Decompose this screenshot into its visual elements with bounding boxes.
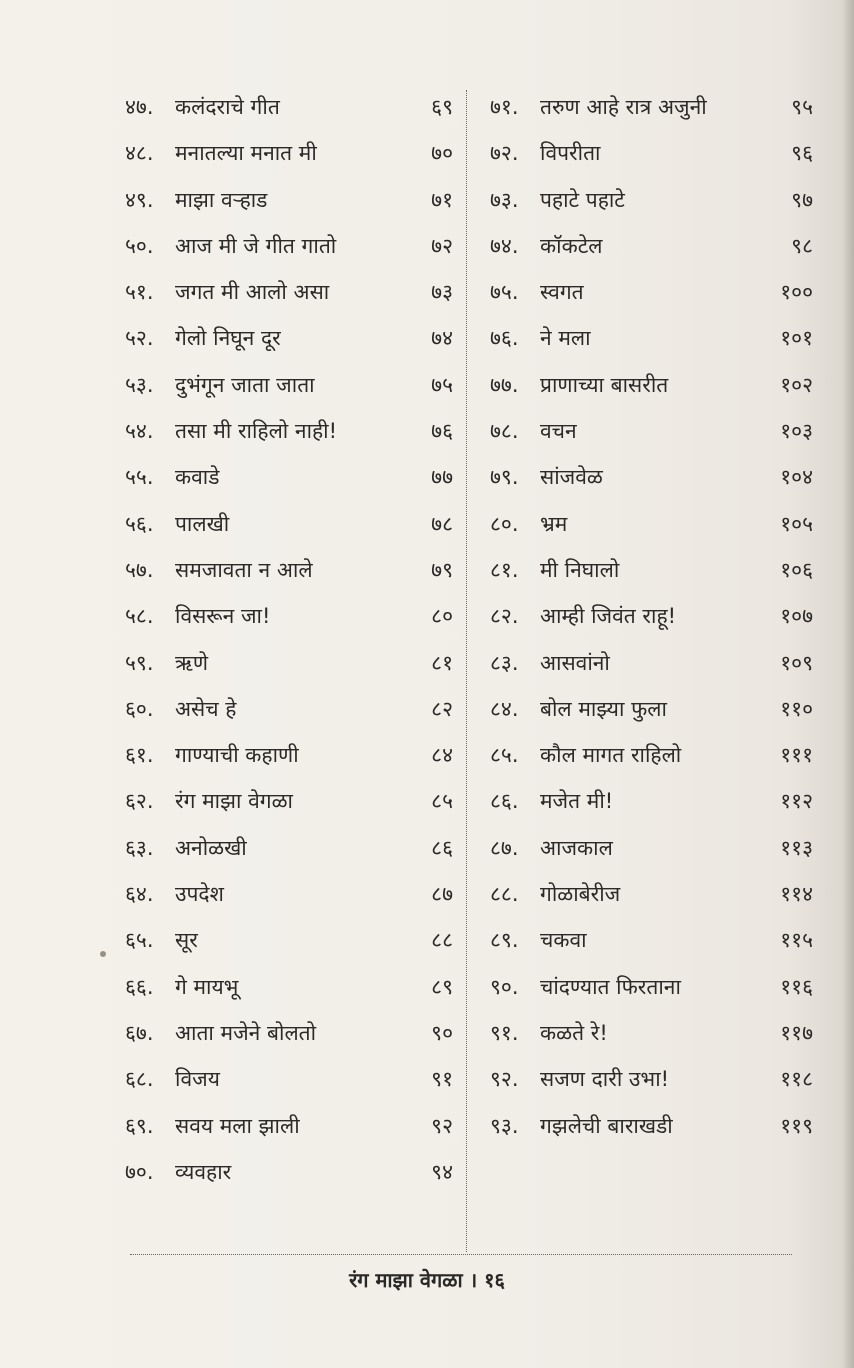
entry-number: ७८. [490,419,519,444]
entry-page-number: ८२ [431,696,453,721]
entry-number: ८१. [490,557,519,582]
entry-number: ९०. [490,974,519,999]
entry-number: ८८. [490,882,519,907]
toc-entry [125,501,453,547]
toc-entry [125,547,453,593]
entry-number: ८७. [490,835,519,860]
entry-number: ८६. [490,789,519,814]
entry-title: सवय मला झाली [175,1113,300,1138]
toc-entry [125,269,453,315]
entry-title: विसरून जा! [175,604,271,629]
entry-number: ७९. [490,465,519,490]
footer-divider [130,1254,792,1255]
toc-entry [490,964,813,1010]
entry-number: ६०. [125,696,154,721]
entry-title: माझा वऱ्हाड [175,187,268,212]
entry-page-number: ७५ [431,372,453,397]
entry-title: दुभंगून जाता जाता [175,372,315,397]
entry-title: गोळाबेरीज [540,882,621,907]
toc-entry [125,917,453,963]
toc-entry [490,408,813,454]
toc-entry [490,917,813,963]
toc-entry [490,1056,813,1102]
toc-entry [125,1149,453,1195]
entry-number: ६४. [125,882,154,907]
entry-page-number: १०९ [780,650,813,675]
entry-number: ९३. [490,1113,519,1138]
entry-title: चांदण्यात फिरताना [540,974,681,999]
entry-page-number: ७८ [431,511,453,536]
entry-number: ८५. [490,743,519,768]
toc-entry [125,640,453,686]
entry-title: कवाडे [175,465,220,490]
entry-page-number: ७४ [431,326,453,351]
entry-title: भ्रम [540,511,568,536]
entry-title: समजावता न आले [175,557,313,582]
entry-title: गेलो निघून दूर [175,326,281,351]
entry-title: ने मला [540,326,591,351]
entry-number: ७३. [490,187,519,212]
entry-number: ६५. [125,928,154,953]
entry-number: ७७. [490,372,519,397]
entry-page-number: ८९ [431,974,453,999]
toc-entry [490,315,813,361]
entry-page-number: ११५ [780,928,813,953]
toc-entry [125,778,453,824]
toc-entry [490,1010,813,1056]
entry-number: ८२. [490,604,519,629]
toc-entry [490,593,813,639]
toc-entry [125,964,453,1010]
toc-entry [490,177,813,223]
entry-title: प्राणाच्या बासरीत [540,372,669,397]
toc-entry [490,640,813,686]
toc-entry [125,315,453,361]
entry-number: ५५. [125,465,154,490]
entry-page-number: ७६ [431,419,453,444]
entry-title: मी निघालो [540,557,620,582]
entry-number: ५१. [125,280,154,305]
toc-entry [125,1056,453,1102]
entry-page-number: ९८ [791,233,813,258]
toc-entry [490,130,813,176]
entry-number: ५८. [125,604,154,629]
entry-number: ५९. [125,650,154,675]
entry-page-number: ७७ [431,465,453,490]
entry-number: ६८. [125,1067,154,1092]
entry-page-number: १०७ [780,604,813,629]
entry-page-number: ८४ [431,743,453,768]
entry-title: आजकाल [540,835,613,860]
entry-title: उपदेश [175,882,224,907]
toc-entry [490,454,813,500]
entry-page-number: १०३ [780,419,813,444]
toc-entry [490,732,813,778]
entry-page-number: १११ [780,743,813,768]
column-divider [466,90,467,1252]
entry-title: सजण दारी उभा! [540,1067,670,1092]
entry-page-number: ११६ [780,974,813,999]
entry-title: कळते रे! [540,1020,608,1045]
toc-entry [125,454,453,500]
toc-entry [125,84,453,130]
entry-number: ६६. [125,974,154,999]
toc-entry [490,778,813,824]
entry-page-number: ८६ [431,835,453,860]
entry-page-number: १०२ [780,372,813,397]
entry-page-number: ९६ [791,141,813,166]
entry-number: ८३. [490,650,519,675]
toc-entry [490,1103,813,1149]
entry-title: विपरीता [540,141,601,166]
toc-entry [125,593,453,639]
entry-title: ऋणे [175,650,209,675]
entry-number: ८४. [490,696,519,721]
entry-title: कलंदराचे गीत [175,95,280,119]
entry-title: असेच हे [175,696,237,721]
entry-number: ७४. [490,233,519,258]
entry-page-number: ११८ [780,1067,813,1092]
entry-number: ८९. [490,928,519,953]
page-footer: रंग माझा वेगळा । १६ [349,1268,505,1292]
entry-number: ७०. [125,1159,154,1184]
entry-number: ४९. [125,187,154,212]
entry-number: ५३. [125,372,154,397]
entry-title: व्यवहार [175,1159,232,1184]
entry-title: कॉकटेल [540,233,603,258]
toc-left-column [125,84,453,1195]
entry-number: ७६. [490,326,519,351]
entry-page-number: ९२ [431,1113,453,1138]
entry-page-number: ६९ [431,95,453,119]
entry-number: ६१. [125,743,154,768]
entry-page-number: ११९ [780,1113,813,1138]
entry-number: ७५. [490,280,519,305]
toc-entry [125,686,453,732]
entry-number: ५६. [125,511,154,536]
entry-page-number: १०० [780,280,813,305]
entry-number: ८०. [490,511,519,536]
entry-page-number: ११० [780,696,813,721]
entry-title: पहाटे पहाटे [540,187,625,212]
entry-title: आज मी जे गीत गातो [175,233,337,258]
entry-number: ७१. [490,95,519,119]
entry-page-number: १०४ [780,465,813,490]
entry-number: ६३. [125,835,154,860]
entry-page-number: ८७ [431,882,453,907]
toc-entry [125,408,453,454]
entry-page-number: ९४ [431,1159,453,1184]
toc-entry [490,223,813,269]
toc-entry [125,871,453,917]
toc-entry [490,547,813,593]
entry-page-number: ११३ [780,835,813,860]
entry-title: तसा मी राहिलो नाही! [175,419,338,444]
entry-title: आम्ही जिवंत राहू! [540,604,677,629]
toc-entry [125,362,453,408]
entry-page-number: ११७ [780,1020,813,1045]
entry-number: ५२. [125,326,154,351]
toc-entry [125,825,453,871]
entry-number: ५४. [125,419,154,444]
entry-number: ६२. [125,789,154,814]
entry-page-number: ८८ [431,928,453,953]
entry-page-number: ७० [431,141,453,166]
entry-title: रंग माझा वेगळा [175,789,293,814]
entry-title: आता मजेने बोलतो [175,1020,317,1045]
paper-speck [100,951,106,957]
toc-entry [125,223,453,269]
entry-number: ९२. [490,1067,519,1092]
entry-page-number: ८५ [431,789,453,814]
entry-number: ४७. [125,95,154,119]
entry-title: मनातल्या मनात मी [175,141,317,166]
entry-number: ६९. [125,1113,154,1138]
entry-page-number: ९१ [431,1067,453,1092]
toc-entry [490,871,813,917]
toc-entry [490,686,813,732]
entry-title: कौल मागत राहिलो [540,743,682,768]
entry-title: जगत मी आलो असा [175,280,330,305]
entry-title: बोल माझ्या फुला [540,696,667,721]
entry-title: चकवा [540,928,587,953]
entry-page-number: ११२ [780,789,813,814]
entry-number: ४८. [125,141,154,166]
toc-entry [125,177,453,223]
entry-title: विजय [175,1067,220,1092]
entry-number: ९१. [490,1020,519,1045]
entry-page-number: ११४ [780,882,813,907]
entry-page-number: ८१ [431,650,453,675]
toc-entry [490,269,813,315]
toc-entry [125,732,453,778]
entry-title: वचन [540,419,577,444]
toc-entry [125,1010,453,1056]
toc-entry [490,501,813,547]
entry-title: सूर [175,928,198,953]
entry-title: मजेत मी! [540,789,614,814]
entry-title: पालखी [175,511,230,536]
entry-title: सांजवेळ [540,465,603,490]
entry-page-number: १०१ [780,326,813,351]
entry-page-number: ९० [431,1020,453,1045]
entry-title: गाण्याची कहाणी [175,743,299,768]
toc-entry [490,84,813,130]
entry-title: अनोळखी [175,835,247,860]
toc-entry [490,825,813,871]
toc-entry [490,362,813,408]
entry-title: आसवांनो [540,650,610,675]
entry-page-number: ७९ [431,557,453,582]
entry-title: तरुण आहे रात्र अजुनी [540,95,707,119]
page-edge-shadow [842,0,854,1368]
entry-page-number: ७१ [431,187,453,212]
entry-page-number: ८० [431,604,453,629]
entry-page-number: १०५ [780,511,813,536]
entry-number: ७२. [490,141,519,166]
entry-title: गझलेची बाराखडी [540,1113,673,1138]
entry-title: गे मायभू [175,974,239,999]
entry-page-number: ७२ [431,233,453,258]
entry-page-number: ७३ [431,280,453,305]
toc-right-column [490,84,813,1149]
toc-entry [125,130,453,176]
entry-page-number: ९७ [791,187,813,212]
entry-page-number: १०६ [780,557,813,582]
entry-number: ५७. [125,557,154,582]
entry-number: ६७. [125,1020,154,1045]
entry-page-number: ९५ [791,95,813,119]
toc-entry [125,1103,453,1149]
entry-number: ५०. [125,233,154,258]
entry-title: स्वगत [540,280,584,305]
